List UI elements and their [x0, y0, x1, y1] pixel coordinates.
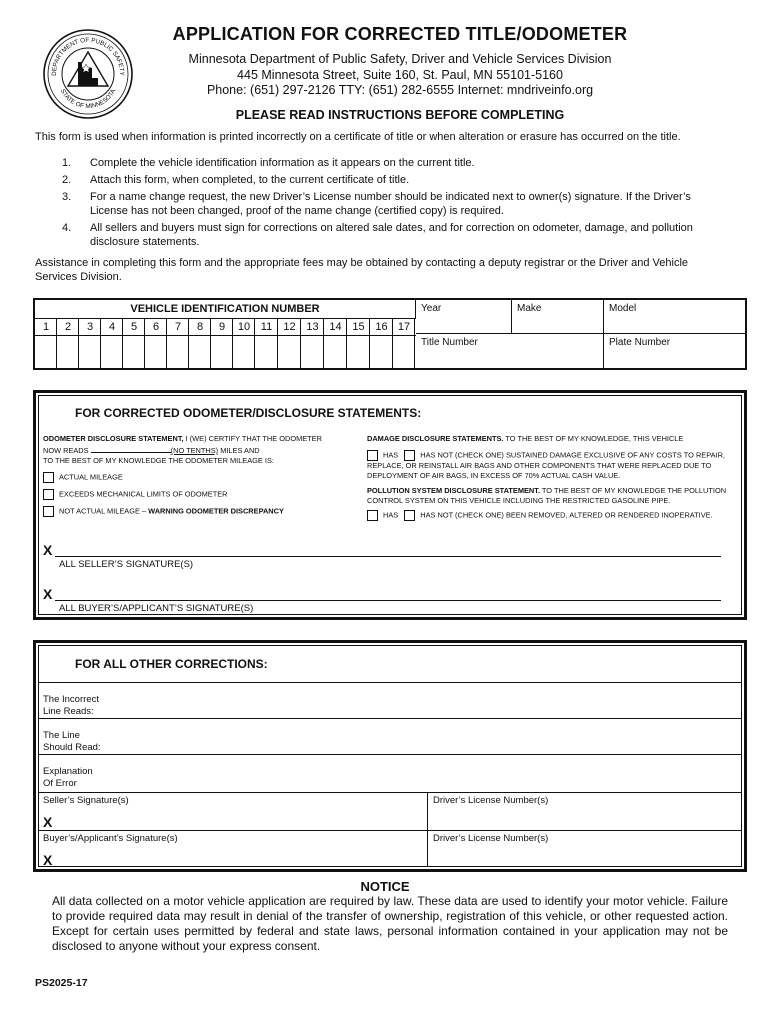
vin-digit-label: 5 [130, 321, 138, 333]
checkbox[interactable] [404, 450, 415, 461]
notice-text: All data collected on a motor vehicle application are required by law. These data are used to identify your motor vehicle. Failure to provide required data may result in denial of the transfer of ownership, registration of this vehicle, or other requested action. Except for certain uses permitted by federal and state laws, personal information contained in your application may not be disclosed to anyone without your express consent. [52, 894, 728, 953]
agency-name: Minnesota Department of Public Safety, Driver and Vehicle Services Division [188, 52, 612, 66]
seller-signature-label: ALL SELLER’S SIGNATURE(S) [59, 559, 194, 570]
buyer-signature-label: ALL BUYER’S/APPLICANT’S SIGNATURE(S) [59, 603, 254, 614]
row-divider [39, 682, 741, 683]
agency-block [150, 52, 650, 99]
step-item: 1. Complete the vehicle identification information as it appears on the current title. [62, 157, 475, 169]
seller-sign-x: X [43, 542, 53, 558]
option-actual-mileage[interactable]: ACTUAL MILEAGE [43, 472, 123, 483]
other-corrections-section [33, 640, 747, 872]
intro-text: This form is used when information is printed incorrectly on a certificate of title or when alteration or erasure has occurred on the title. [35, 131, 681, 143]
instruction-steps [62, 156, 722, 252]
notice-title: NOTICE [360, 879, 410, 894]
vin-digit-label: 10 [237, 321, 251, 333]
checkbox[interactable] [404, 510, 415, 521]
vin-digit-label: 12 [283, 321, 296, 333]
odometer-reading-input[interactable] [91, 444, 171, 453]
checkbox[interactable] [367, 450, 378, 461]
vin-digit-label: 13 [306, 321, 319, 333]
step-item: 2. Attach this form, when completed, to the current certificate of title. [62, 174, 410, 186]
checkbox[interactable] [43, 472, 54, 483]
state-seal-logo [42, 28, 134, 120]
buyer-signature-line[interactable] [55, 600, 721, 601]
model-field[interactable]: Model [604, 300, 745, 334]
buyer-sign-x[interactable]: X [43, 852, 53, 868]
svg-text:STATE OF MINNESOTA: STATE OF MINNESOTA [58, 87, 118, 111]
form-title: APPLICATION FOR CORRECTED TITLE/ODOMETER [172, 24, 628, 44]
option-not-actual[interactable]: NOT ACTUAL MILEAGE – WARNING ODOMETER DISCREPANCY [43, 506, 284, 517]
buyer-dl-label: Driver’s License Number(s) [433, 833, 549, 844]
incorrect-line-label[interactable]: The Incorrect Line Reads: [43, 694, 99, 717]
seller-dl-label: Driver’s License Number(s) [433, 795, 549, 806]
pollution-options: HAS HAS NOT (CHECK ONE) BEEN REMOVED, ALTERED OR RENDERED INOPERATIVE. [367, 510, 745, 521]
step-item: 4. All sellers and buyers must sign for corrections on altered sale dates, and for correction on odometer, damage, and pollution disclosure statements. [62, 222, 693, 248]
row-divider [39, 754, 741, 755]
vin-digit-label: 7 [174, 321, 182, 333]
odometer-section-title: FOR CORRECTED ODOMETER/DISCLOSURE STATEMENTS: [75, 406, 422, 420]
form-number: PS2025-17 [35, 977, 88, 989]
checkbox[interactable] [43, 506, 54, 517]
damage-options: HAS HAS NOT (CHECK ONE) SUSTAINED DAMAGE EXCLUSIVE OF ANY COSTS TO REPAIR, REPLACE, OR REINSTALL AIR BAGS AND OTHER COMPONENTS THAT WERE REPLACED DUE TO DEPLOYMENT OF AIR BAGS, IN EXCESS OF 70% ACTUAL CASH VALUE. [367, 450, 725, 480]
buyer-sign-x: X [43, 586, 53, 602]
should-read-label[interactable]: The Line Should Read: [43, 730, 101, 753]
seller-signature-line[interactable] [55, 556, 721, 557]
row-divider [39, 830, 741, 831]
vin-digit-label: 2 [64, 321, 72, 333]
title-number-field[interactable]: Title Number [416, 334, 604, 368]
odometer-statement: ODOMETER DISCLOSURE STATEMENT, I (WE) CERTIFY THAT THE ODOMETER NOW READS (NO TENTHS) MILES AND TO THE BEST OF MY KNOWLEDGE THE ODOMETER MILEAGE IS: [43, 434, 322, 465]
step-item: 3. For a name change request, the new Driver’s License number should be indicated next to owner(s) signature. If the Driver’s License has not been changed, proof of the name change (certified copy) is required. [62, 191, 691, 217]
odometer-section [33, 390, 747, 620]
vin-digit-label: 17 [397, 321, 411, 333]
row-divider [39, 718, 741, 719]
year-field[interactable]: Year [416, 300, 512, 334]
vin-digit-label: 11 [260, 321, 273, 333]
vin-digit-label: 14 [329, 321, 342, 333]
explanation-label[interactable]: Explanation Of Error [43, 766, 93, 789]
damage-statement: DAMAGE DISCLOSURE STATEMENTS. TO THE BEST OF MY KNOWLEDGE, THIS VEHICLE [367, 434, 684, 443]
agency-address: 445 Minnesota Street, Suite 160, St. Paul, MN 55101-5160 [237, 67, 563, 82]
vin-digit-label: 6 [152, 321, 160, 333]
instructions-heading: PLEASE READ INSTRUCTIONS BEFORE COMPLETING [235, 108, 565, 122]
pollution-statement: POLLUTION SYSTEM DISCLOSURE STATEMENT. TO THE BEST OF MY KNOWLEDGE THE POLLUTION CONTROL SYSTEM ON THIS VEHICLE INCLUDING THE RESTRICTED GASOLINE PIPE. [367, 486, 727, 505]
vin-digit-label: 16 [375, 321, 388, 333]
vin-divider [35, 335, 416, 336]
option-exceeds-limits[interactable]: EXCEEDS MECHANICAL LIMITS OF ODOMETER [43, 489, 228, 500]
vin-digit-label: 3 [86, 321, 94, 333]
vin-header: VEHICLE IDENTIFICATION NUMBER [35, 300, 416, 319]
row-divider [39, 792, 741, 793]
seller-sig-label: Seller’s Signature(s) [43, 795, 129, 806]
plate-number-field[interactable]: Plate Number [609, 337, 671, 348]
column-divider [427, 792, 428, 866]
other-section-title: FOR ALL OTHER CORRECTIONS: [75, 657, 268, 671]
agency-contact: Phone: (651) 297-2126 TTY: (651) 282-6555 Internet: mndriveinfo.org [206, 83, 594, 97]
buyer-sig-label: Buyer’s/Applicant’s Signature(s) [43, 833, 178, 844]
make-field[interactable]: Make [512, 300, 604, 334]
vin-digit-label: 4 [108, 321, 116, 333]
vehicle-info-table [33, 298, 747, 370]
checkbox[interactable] [367, 510, 378, 521]
vin-digit-label: 8 [196, 321, 204, 333]
vin-digit-label: 9 [218, 321, 226, 333]
checkbox[interactable] [43, 489, 54, 500]
vin-digit-label: 1 [42, 321, 50, 333]
vin-digit-label: 15 [352, 321, 365, 333]
seller-sign-x[interactable]: X [43, 814, 53, 830]
svg-text:DEPARTMENT OF PUBLIC SAFETY: DEPARTMENT OF PUBLIC SAFETY [50, 36, 126, 76]
assistance-text: Assistance in completing this form and the appropriate fees may be obtained by contacting a deputy registrar or the Driver and Vehicle Services Division. [35, 257, 689, 283]
